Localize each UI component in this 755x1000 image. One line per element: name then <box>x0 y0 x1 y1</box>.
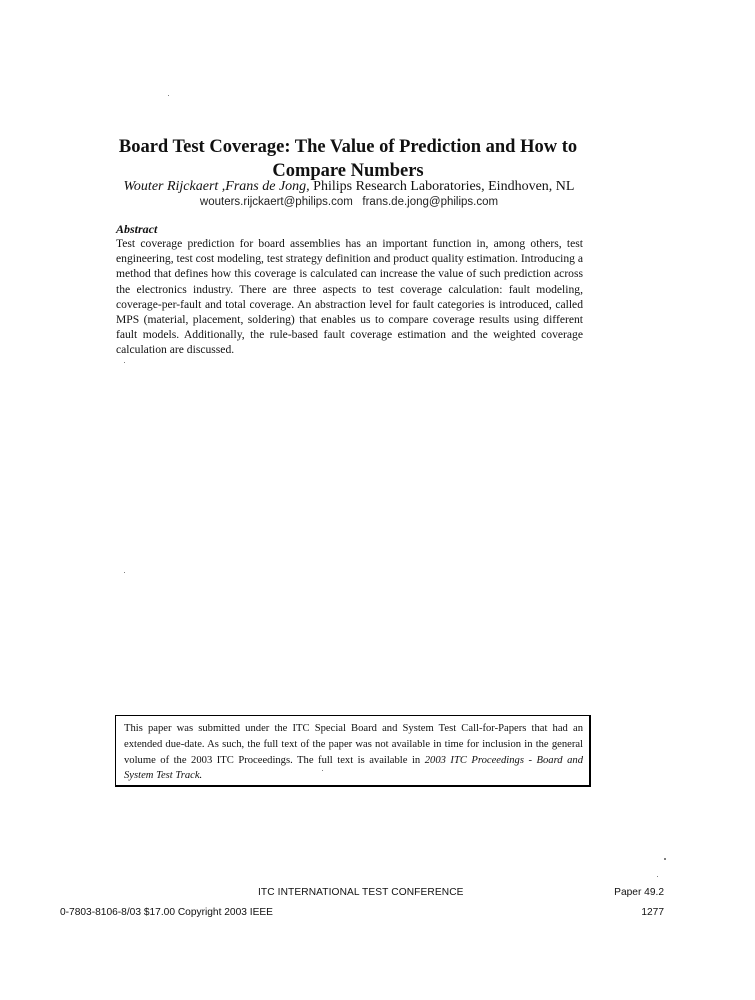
scan-speck <box>168 95 169 96</box>
paper-title: Board Test Coverage: The Value of Prediction and How to Compare Numbers <box>118 137 578 181</box>
author-emails: wouters.rijckaert@philips.com frans.de.jong@philips.com <box>199 196 499 208</box>
scan-speck <box>124 572 125 573</box>
footer-copyright: 0-7803-8106-8/03 $17.00 Copyright 2003 IEEE <box>60 907 273 918</box>
footer-conference: ITC INTERNATIONAL TEST CONFERENCE <box>258 887 464 898</box>
author-names: Wouter Rijckaert ,Frans de Jong, <box>123 179 310 194</box>
proceedings-reference: 2003 ITC Proceedings - Board and System Test Track. <box>124 754 583 782</box>
abstract-body: Test coverage prediction for board assemblies has an important function in, among others, test engineering, test cost modeling, test strategy definition and product quality estimation. Introducing a method that defines how this coverage is calculated can increase the value of such prediction across the electronics industry. There are three aspects to test coverage calculation: fault modeling, coverage-per-fault and total coverage. An abstraction level for fault categories is introduced, called MPS (material, placement, soldering) that enables us to compare coverage results using different fault models. Additionally, the rule-based fault coverage estimation and the weighted coverage calculation are discussed. <box>116 237 583 357</box>
scan-speck <box>124 362 125 363</box>
notice-text: This paper was submitted under the ITC Special Board and System Test Call-for-Papers that had an extended due-date. As such, the full text of the paper was not available in time for inclusion in the general volume of the 2003 ITC Proceedings. The full text is available in <box>124 723 583 766</box>
footer-paper-number: Paper 49.2 <box>614 887 664 898</box>
abstract-heading: Abstract <box>116 222 158 236</box>
footer-page-number: 1277 <box>641 907 664 918</box>
scan-speck <box>664 858 666 860</box>
author-line <box>60 179 638 195</box>
scan-speck <box>657 876 658 877</box>
affiliation: Philips Research Laboratories, Eindhoven, NL <box>313 179 575 194</box>
scan-speck <box>322 770 323 771</box>
submission-notice-box <box>115 715 591 787</box>
